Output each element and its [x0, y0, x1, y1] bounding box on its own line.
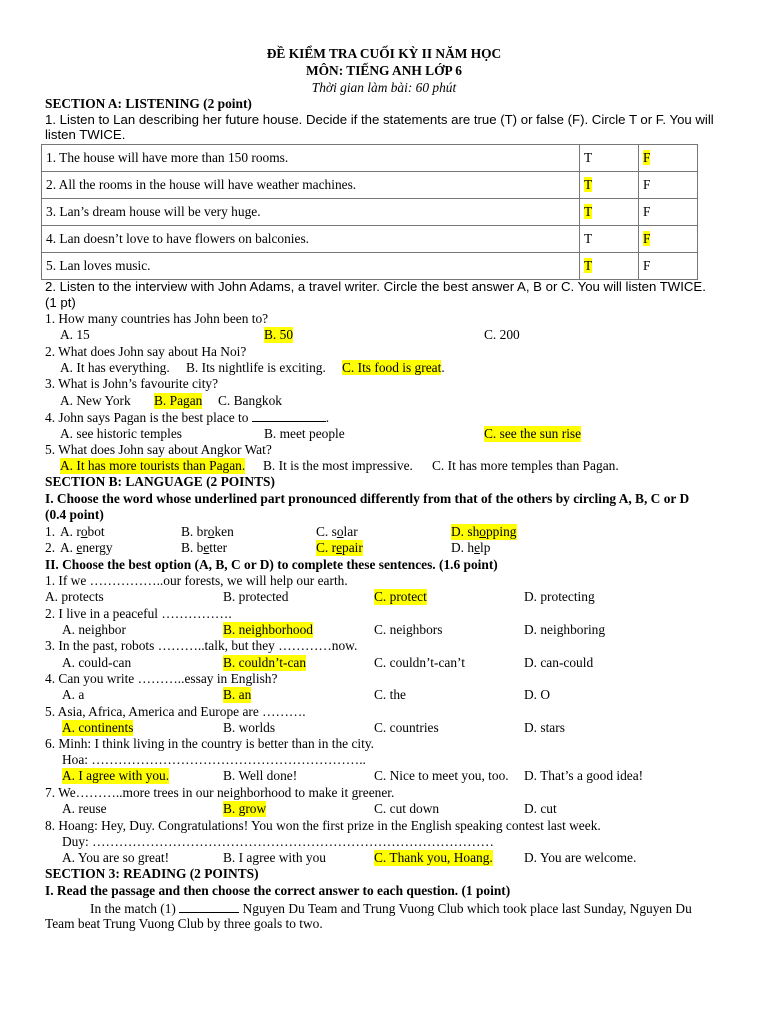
true-false-table [41, 144, 698, 280]
grammar-q8-response-line: Duy: ……………………………………………………………………………… [62, 834, 494, 849]
option-c[interactable]: C. cut down [374, 801, 440, 816]
opt-text: A. [60, 540, 77, 555]
listening-q4 [45, 409, 329, 426]
option-c[interactable]: C. couldn’t-can’t [374, 655, 465, 670]
option-d[interactable]: D. stars [524, 720, 565, 735]
pronunciation-instruction-line1: I. Choose the word whose underlined part pronounced differently from that of the others by circling A, B, C or D [45, 491, 690, 506]
option-b[interactable]: B. It is the most impressive. [263, 458, 413, 473]
option-a[interactable]: A. a [62, 687, 85, 702]
grammar-q2: 2. I live in a peaceful ……………. [45, 606, 232, 621]
underlined-letter: e [203, 540, 210, 555]
underlined-letter: o [336, 524, 344, 539]
exam-time: Thời gian làm bài: 60 phút [311, 80, 457, 95]
option-c-answer[interactable]: C. protect [374, 589, 427, 604]
opt-text: C. r [316, 540, 337, 555]
false-option[interactable] [639, 253, 698, 280]
option-b[interactable]: B. protected [223, 589, 289, 604]
statement-cell: 5. Lan loves music. [42, 253, 580, 280]
reading-instruction: I. Read the passage and then choose the correct answer to each question. (1 point) [45, 883, 511, 898]
option-c[interactable]: C. countries [374, 720, 439, 735]
opt-text: B. b [181, 540, 204, 555]
option-a-answer[interactable]: A. It has more tourists than Pagan. [60, 458, 246, 473]
opt-text: lp [480, 540, 491, 555]
grammar-q6-response-line: Hoa: …………………………………………………….. [62, 752, 366, 767]
option-d-answer[interactable] [451, 524, 517, 540]
option-b-answer[interactable]: B. neighborhood [223, 622, 314, 637]
option-b[interactable]: B. meet people [264, 426, 345, 441]
option-b-answer[interactable]: B. 50 [264, 327, 294, 342]
false-label: F [643, 177, 651, 192]
option-a-answer[interactable]: A. I agree with you. [62, 768, 170, 783]
underlined-letter: o [479, 524, 486, 539]
option-a[interactable]: A. You are so great! [62, 850, 170, 865]
statement-cell: 4. Lan doesn’t love to have flowers on balconies. [42, 226, 580, 253]
section-a-title: SECTION A: LISTENING (2 point) [45, 96, 252, 111]
option-a[interactable] [60, 540, 113, 556]
passage-text: Nguyen Du Team and Trung Vuong Club which took place last Sunday, Nguyen Du [242, 901, 692, 916]
true-option[interactable] [580, 253, 639, 280]
exam-subject: MÔN: TIẾNG ANH LỚP 6 [306, 63, 462, 78]
option-c[interactable]: C. It has more temples than Pagan. [432, 458, 619, 473]
grammar-instruction: II. Choose the best option (A, B, C or D) to complete these sentences. (1.6 point) [45, 557, 498, 572]
opt-text: C. s [316, 524, 337, 539]
listening-q4-text: 4. John says Pagan is the best place to [45, 410, 249, 425]
table-row [42, 253, 698, 280]
statement-cell: 3. Lan’s dream house will be very huge. [42, 199, 580, 226]
underlined-letter: e [336, 540, 343, 555]
underlined-letter: o [80, 524, 88, 539]
option-d[interactable]: D. protecting [524, 589, 595, 604]
option-c[interactable]: C. Nice to meet you, too. [374, 768, 509, 783]
opt-text: lar [343, 524, 358, 539]
false-label-answer: F [643, 150, 651, 165]
option-c-answer[interactable]: C. see the sun rise [484, 426, 582, 441]
section-b-title: SECTION B: LANGUAGE (2 POINTS) [45, 474, 275, 489]
passage-line1 [90, 900, 692, 917]
statement-cell: 2. All the rooms in the house will have weather machines. [42, 172, 580, 199]
opt-text: B. br [181, 524, 208, 539]
listening-q1: 1. How many countries has John been to? [45, 311, 269, 326]
true-label-answer: T [584, 204, 593, 219]
underlined-letter: o [207, 524, 215, 539]
option-d[interactable]: D. can-could [524, 655, 594, 670]
false-label: F [643, 258, 651, 273]
underlined-letter: e [76, 540, 83, 555]
listening-q3: 3. What is John’s favourite city? [45, 376, 219, 391]
table-row [42, 145, 698, 172]
option-a[interactable]: A. New York [60, 393, 131, 408]
option-d[interactable]: D. O [524, 687, 551, 702]
grammar-q5: 5. Asia, Africa, America and Europe are ………. [45, 704, 306, 719]
option-d[interactable]: D. neighboring [524, 622, 606, 637]
option-c-period: . [441, 360, 445, 375]
option-a[interactable]: A. 15 [60, 327, 90, 342]
true-option[interactable] [580, 226, 639, 253]
option-b[interactable] [181, 540, 227, 556]
q2-instruction-line1: 2. Listen to the interview with John Adams, a travel writer. Circle the best answer A, B or C. You will listen TWICE. [45, 279, 706, 294]
option-b-answer[interactable]: B. grow [223, 801, 267, 816]
opt-text: bot [87, 524, 105, 539]
grammar-q3: 3. In the past, robots ………..talk, but they …………now. [45, 638, 358, 653]
false-label-answer: F [643, 231, 651, 246]
listening-q2: 2. What does John say about Ha Noi? [45, 344, 247, 359]
option-a[interactable] [60, 524, 105, 540]
option-b[interactable]: B. I agree with you [223, 850, 327, 865]
q1-instruction-line1: 1. Listen to Lan describing her future house. Decide if the statements are true (T) or false (F). Circle T or F. You will [45, 112, 714, 127]
table-row [42, 226, 698, 253]
option-b[interactable]: B. worlds [223, 720, 276, 735]
listening-q5: 5. What does John say about Angkor Wat? [45, 442, 272, 457]
q1-instruction-line2: listen TWICE. [45, 127, 126, 142]
false-label: F [643, 204, 651, 219]
option-a[interactable]: A. could-can [62, 655, 132, 670]
option-b[interactable]: B. Its nightlife is exciting. [186, 360, 326, 375]
opt-text: A. r [60, 524, 81, 539]
opt-text: ken [214, 524, 234, 539]
option-b[interactable] [181, 524, 234, 540]
section-3-title: SECTION 3: READING (2 POINTS) [45, 866, 259, 881]
table-row [42, 199, 698, 226]
opt-text: tter [209, 540, 228, 555]
opt-text: pair [342, 540, 363, 555]
option-d[interactable]: D. You are welcome. [524, 850, 637, 865]
option-c-answer[interactable]: C. Thank you, Hoang. [374, 850, 493, 865]
option-b-answer[interactable]: B. couldn’t-can [223, 655, 307, 670]
true-option[interactable] [580, 172, 639, 199]
option-c[interactable]: C. the [374, 687, 406, 702]
grammar-q8: 8. Hoang: Hey, Duy. Congratulations! You won the first prize in the English speaking contest last week. [45, 818, 601, 833]
grammar-q7: 7. We………..more trees in our neighborhood to make it greener. [45, 785, 395, 800]
option-a[interactable]: A. neighbor [62, 622, 126, 637]
listening-q4-period: . [325, 410, 330, 425]
option-a[interactable]: A. reuse [62, 801, 107, 816]
option-d[interactable]: D. That’s a good idea! [524, 768, 644, 783]
true-option[interactable] [580, 145, 639, 172]
grammar-q6: 6. Minh: I think living in the country is better than in the city. [45, 736, 375, 751]
q2-instruction-line2: (1 pt) [45, 295, 76, 310]
opt-text: nergy [82, 540, 113, 555]
option-c[interactable]: C. 200 [484, 327, 520, 342]
false-option[interactable] [639, 172, 698, 199]
passage-line2: Team beat Trung Vuong Club by three goals to two. [45, 916, 323, 931]
option-d[interactable] [451, 540, 490, 556]
answer-blank [252, 409, 326, 422]
option-b-answer[interactable]: B. an [223, 687, 252, 702]
option-c-answer[interactable] [342, 360, 445, 376]
false-option[interactable] [639, 145, 698, 172]
option-a[interactable]: A. protects [45, 589, 104, 604]
answer-blank [179, 900, 239, 913]
statement-cell: 1. The house will have more than 150 rooms. [42, 145, 580, 172]
option-d[interactable]: D. cut [524, 801, 557, 816]
option-a-answer[interactable]: A. continents [62, 720, 134, 735]
option-a[interactable]: A. see historic temples [60, 426, 182, 441]
pron-q1-number: 1. [45, 524, 56, 539]
option-c-answer[interactable] [316, 540, 363, 556]
true-option[interactable] [580, 199, 639, 226]
grammar-q1: 1. If we ……………..our forests, we will help our earth. [45, 573, 348, 588]
option-c-text: C. Its food is great [342, 360, 442, 375]
passage-text: In the match (1) [90, 901, 176, 916]
option-a[interactable]: A. It has everything. [60, 360, 170, 375]
option-b[interactable]: B. Well done! [223, 768, 298, 783]
opt-text: pping [485, 524, 517, 539]
exam-title: ĐỀ KIỂM TRA CUỐI KỲ II NĂM HỌC [266, 46, 502, 61]
true-label: T [584, 150, 593, 165]
false-option[interactable] [639, 226, 698, 253]
option-b-answer[interactable]: B. Pagan [154, 393, 203, 408]
underlined-letter: e [474, 540, 481, 555]
opt-text: D. h [451, 540, 475, 555]
true-label-answer: T [584, 258, 593, 273]
true-label: T [584, 231, 593, 246]
false-option[interactable] [639, 199, 698, 226]
option-c[interactable]: C. neighbors [374, 622, 443, 637]
pron-q2-number: 2. [45, 540, 56, 555]
table-row [42, 172, 698, 199]
grammar-q4: 4. Can you write ………..essay in English? [45, 671, 278, 686]
true-label-answer: T [584, 177, 593, 192]
pronunciation-instruction-line2: (0.4 point) [45, 507, 104, 522]
option-c[interactable] [316, 524, 358, 540]
option-c[interactable]: C. Bangkok [218, 393, 282, 408]
opt-text: D. sh [451, 524, 480, 539]
